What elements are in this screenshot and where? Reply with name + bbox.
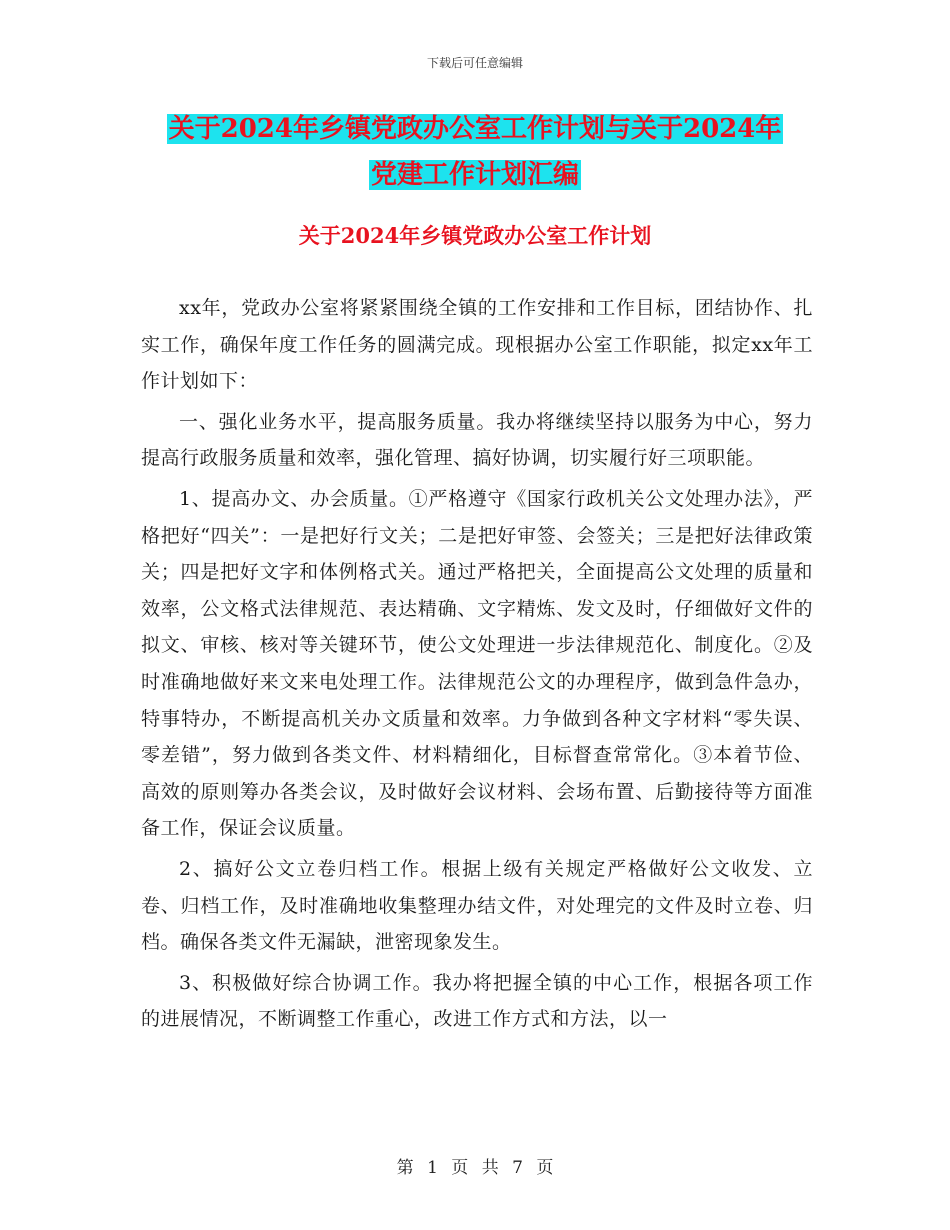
page-current-number: 1 <box>427 1158 438 1178</box>
paragraph-item-1: 1、提高办文、办会质量。①严格遵守《国家行政机关公文处理办法》，严格把好“四关”：一是把好行文关；二是把好审签、会签关；三是把好法律政策关；四是把好文字和体例格式关。通过严格把关，全面提高公文处理的质量和效率，公文格式法律规范、表达精确、文字精炼、发文及时，仔细做好文件的拟文、审核、核对等关键环节，使公文处理进一步法律规范化、制度化。②及时准确地做好来文来电处理工作。法律规范公文的办理程序，做到急件急办，特事特办，不断提高机关办文质量和效率。力争做到各种文字材料“零失误、零差错”，努力做到各类文件、材料精细化，目标督查常常化。③本着节俭、高效的原则筹办各类会议，及时做好会议材料、会场布置、后勤接待等方面准备工作，保证会议质量。 <box>141 487 813 840</box>
document-title-text-1: 关于2024年乡镇党政办公室工作计划与关于2024年 <box>168 114 782 144</box>
paragraph-item-2: 2、搞好公文立卷归档工作。根据上级有关规定严格做好公文收发、立卷、归档工作，及时准确地收集整理办结文件，对处理完的文件及时立卷、归档。确保各类文件无漏缺，泄密现象发生。 <box>141 857 813 954</box>
paragraph-item-3: 3、积极做好综合协调工作。我办将把握全镇的中心工作，根据各项工作的进展情况，不断调整工作重心，改进工作方式和方法，以一 <box>141 971 813 1031</box>
document-title-line-2 <box>0 154 950 196</box>
header-note: 下载后可任意编辑 <box>426 56 523 70</box>
page-label-ye: 页 <box>451 1158 469 1178</box>
page-label-ye-2: 页 <box>536 1158 554 1178</box>
document-title-text-2: 党建工作计划汇编 <box>370 160 579 190</box>
page-label-gong: 共 <box>481 1158 499 1178</box>
page-footer <box>0 1153 950 1178</box>
document-body <box>141 290 813 1042</box>
paragraph-intro: xx年，党政办公室将紧紧围绕全镇的工作安排和工作目标，团结协作、扎实工作，确保年度工作任务的圆满完成。现根据办公室工作职能，拟定xx年工作计划如下： <box>141 297 813 393</box>
paragraph-section-1: 一、强化业务水平，提高服务质量。我办将继续坚持以服务为中心，努力提高行政服务质量和效率，强化管理、搞好协调，切实履行好三项职能。 <box>141 410 813 470</box>
page-total-number: 7 <box>512 1158 523 1178</box>
document-title-line-1 <box>0 108 950 150</box>
page-label-di: 第 <box>396 1158 414 1178</box>
section-title: 关于2024年乡镇党政办公室工作计划 <box>298 223 652 248</box>
